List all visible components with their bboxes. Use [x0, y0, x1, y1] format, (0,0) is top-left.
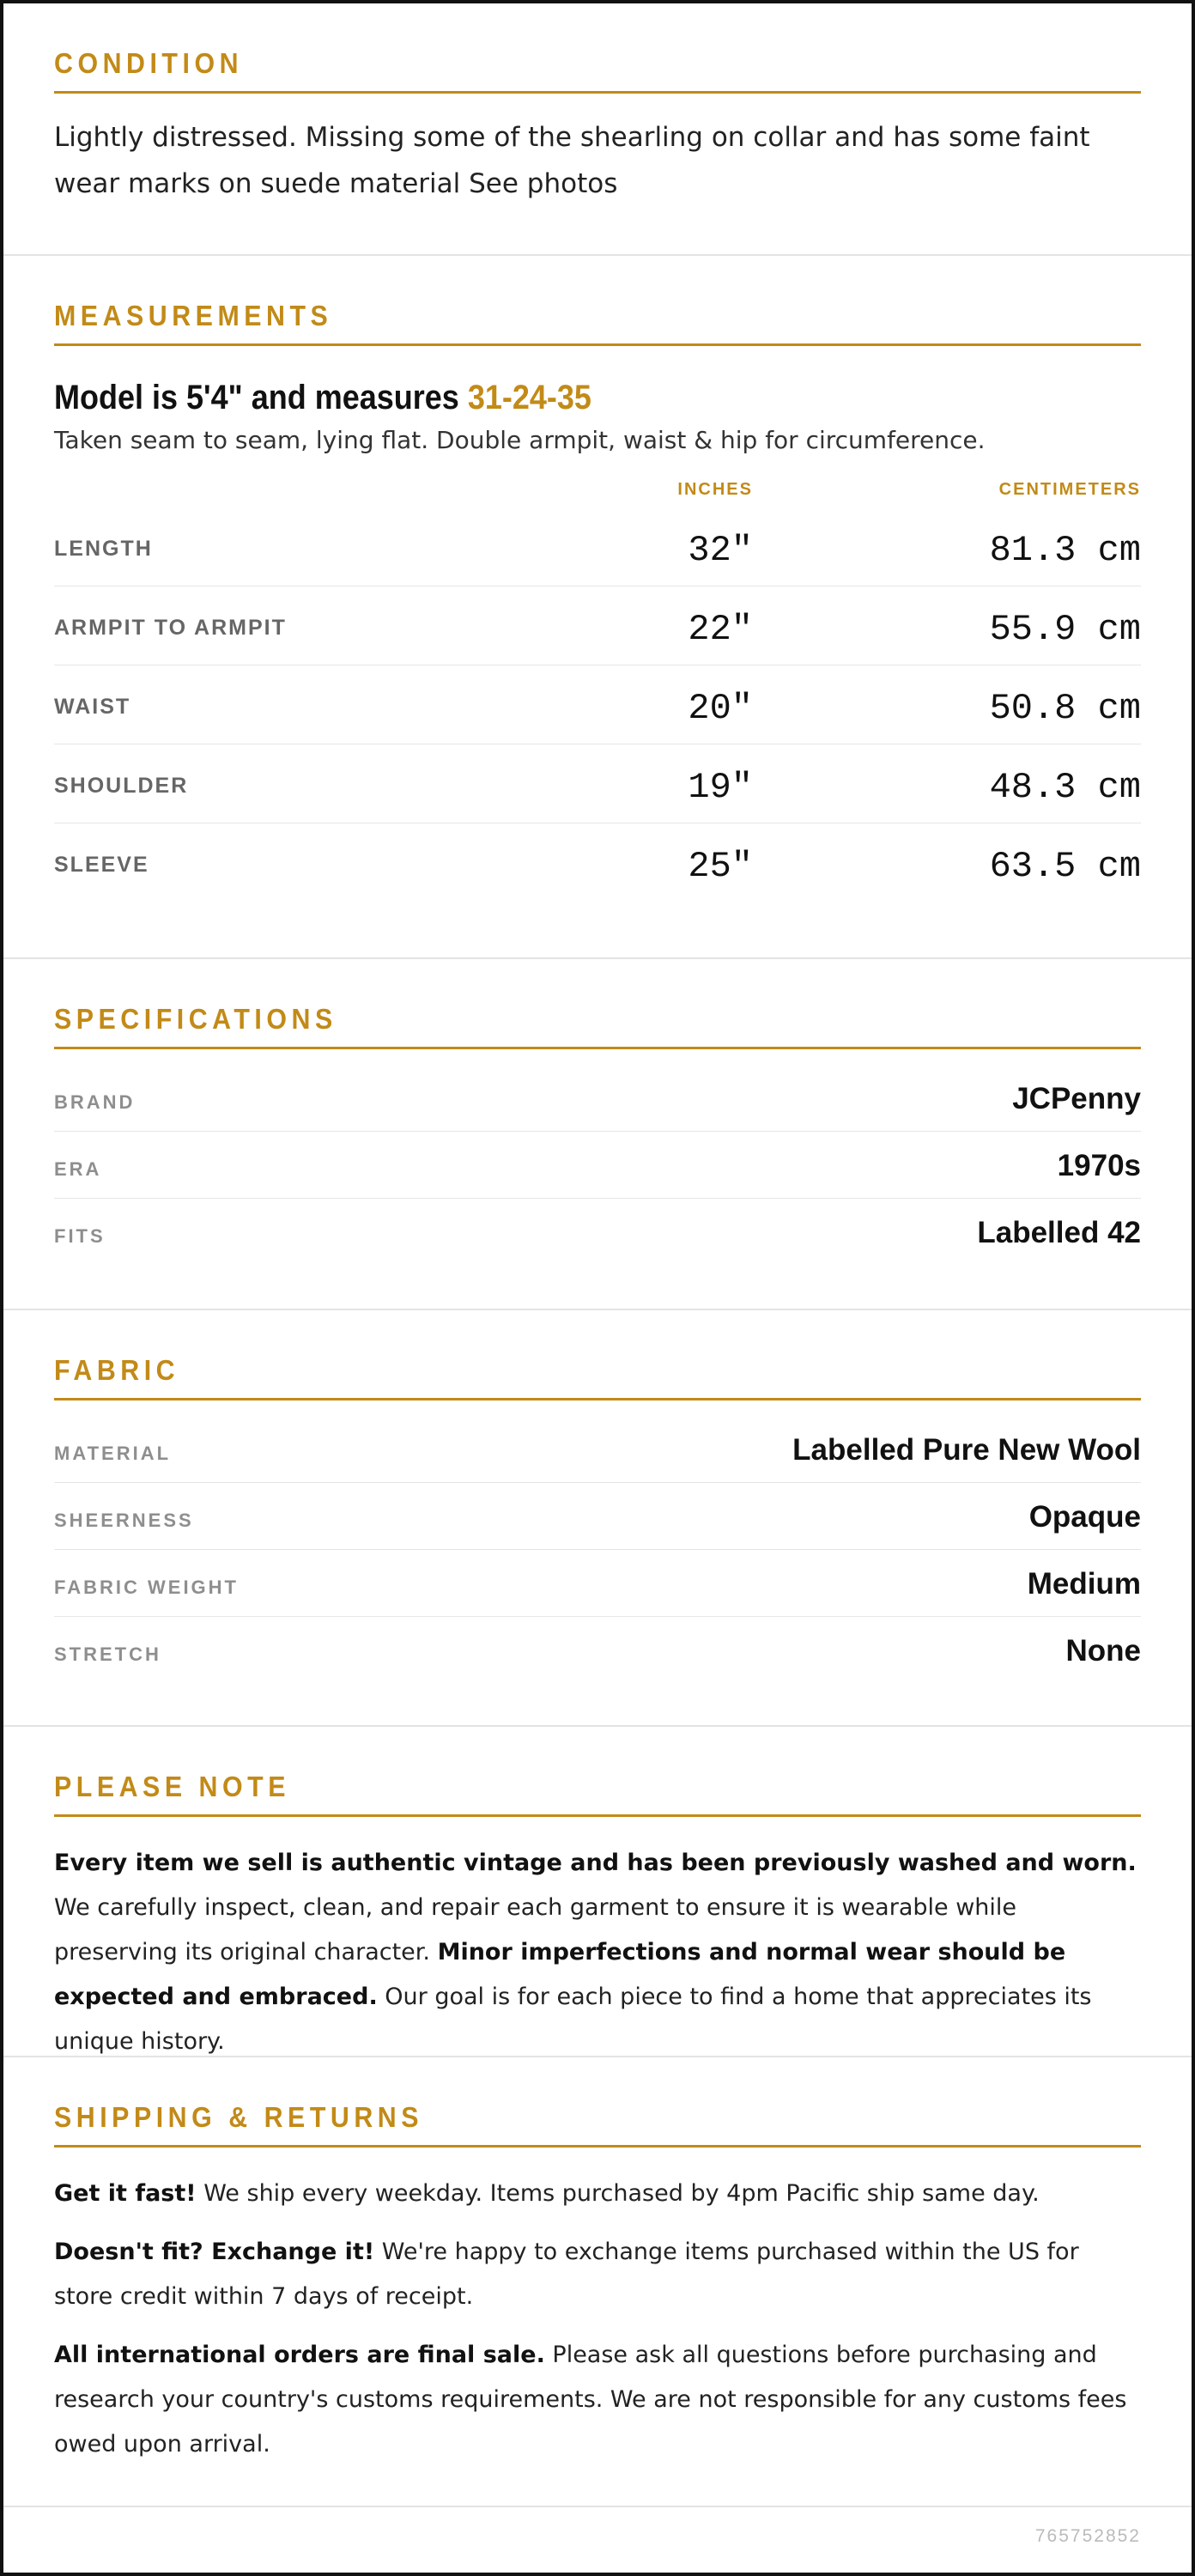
fabric-value: Medium: [1027, 1567, 1141, 1601]
fabric-label: SHEERNESS: [54, 1510, 194, 1531]
spec-row: [54, 1199, 1141, 1266]
specifications-section: [3, 959, 1192, 1310]
fabric-label: FABRIC WEIGHT: [54, 1577, 239, 1598]
exchange-bold: Doesn't fit? Exchange it!: [54, 2239, 375, 2265]
measurement-row: [54, 665, 1141, 744]
note-bold-2: Minor imperfections and normal wear should be expected and embraced.: [54, 1939, 1066, 2010]
fabric-list: [54, 1416, 1141, 1684]
spec-value: JCPenny: [1012, 1082, 1141, 1115]
measurement-column-headers: [54, 473, 1141, 507]
measurements-subtitle: Taken seam to seam, lying flat. Double armpit, waist & hip for circumference.: [54, 426, 986, 454]
fabric-row: [54, 1416, 1141, 1483]
specifications-heading: SPECIFICATIONS: [54, 1003, 337, 1035]
please-note-section: [3, 1727, 1192, 2057]
measurements-section: [3, 256, 1192, 959]
section-divider: [54, 1047, 1141, 1049]
measurement-label: LENGTH: [54, 537, 153, 561]
measurement-label: WAIST: [54, 695, 131, 719]
section-divider: [54, 2145, 1141, 2148]
fabric-heading: FABRIC: [54, 1354, 180, 1386]
spec-value: Labelled 42: [977, 1216, 1141, 1249]
spec-row: [54, 1132, 1141, 1199]
note-text-1: We carefully inspect, clean, and repair each garment to ensure it is wearable while preserving its original character.: [54, 1894, 1017, 1965]
please-note-heading: PLEASE NOTE: [54, 1771, 290, 1802]
condition-text: Lightly distressed. Missing some of the shearling on collar and has some faint wear marks on suede material See photos: [54, 122, 1090, 199]
spec-row: [54, 1065, 1141, 1132]
fabric-label: STRETCH: [54, 1643, 161, 1665]
section-divider: [54, 1814, 1141, 1817]
please-note-text: [54, 1841, 1141, 2064]
measurement-row: [54, 823, 1141, 902]
measurement-cm: 63.5 cm: [989, 846, 1141, 887]
measurements-heading: MEASUREMENTS: [54, 300, 333, 331]
measurement-row: [54, 586, 1141, 665]
measurement-inches: 25": [688, 846, 753, 887]
international-paragraph: [54, 2333, 1141, 2467]
shipping-text: We ship every weekday. Items purchased by 4pm Pacific ship same day.: [196, 2180, 1040, 2207]
measurement-table: [54, 507, 1141, 902]
note-bold-1: Every item we sell is authentic vintage and has been previously washed and worn.: [54, 1850, 1137, 1876]
spec-label: FITS: [54, 1225, 106, 1247]
measurement-cm: 55.9 cm: [989, 609, 1141, 650]
measurement-cm: 50.8 cm: [989, 688, 1141, 729]
fabric-value: Labelled Pure New Wool: [792, 1433, 1141, 1467]
inches-column-header: INCHES: [677, 480, 753, 499]
product-id: 765752852: [1034, 2526, 1141, 2546]
exchange-paragraph: [54, 2230, 1141, 2319]
fabric-row: [54, 1550, 1141, 1617]
fabric-section: [3, 1310, 1192, 1727]
spec-value: 1970s: [1057, 1149, 1141, 1182]
international-text: Please ask all questions before purchasing and research your country's customs requirements. We are not responsible for any customs fees owed upon arrival.: [54, 2342, 1127, 2458]
measurement-row: [54, 507, 1141, 586]
international-bold: All international orders are final sale.: [54, 2342, 545, 2368]
measurement-label: ARMPIT TO ARMPIT: [54, 616, 287, 640]
measurement-label: SHOULDER: [54, 774, 189, 798]
section-divider: [54, 91, 1141, 94]
section-divider: [54, 343, 1141, 346]
condition-section: [3, 3, 1192, 256]
spec-label: ERA: [54, 1158, 102, 1180]
measurement-row: [54, 744, 1141, 823]
shipping-bold: Get it fast!: [54, 2180, 197, 2207]
exchange-text: We're happy to exchange items purchased within the US for store credit within 7 days of receipt.: [54, 2239, 1079, 2310]
measurement-inches: 19": [688, 767, 753, 808]
shipping-returns-section: [3, 2057, 1192, 2507]
measurement-inches: 22": [688, 609, 753, 650]
shipping-returns-heading: SHIPPING & RETURNS: [54, 2101, 423, 2133]
measurement-inches: 32": [688, 530, 753, 571]
measurement-cm: 48.3 cm: [989, 767, 1141, 808]
measurement-cm: 81.3 cm: [989, 530, 1141, 571]
model-measurements: [54, 375, 1032, 420]
note-text-2: Our goal is for each piece to find a home that appreciates its unique history.: [54, 1984, 1092, 2055]
spec-label: BRAND: [54, 1091, 136, 1113]
measurement-inches: 20": [688, 688, 753, 729]
condition-heading: CONDITION: [54, 47, 244, 79]
fabric-row: [54, 1617, 1141, 1684]
fabric-row: [54, 1483, 1141, 1550]
model-measurements-value: 31-24-35: [467, 379, 591, 416]
fabric-value: Opaque: [1028, 1500, 1141, 1534]
centimeters-column-header: CENTIMETERS: [998, 480, 1141, 499]
fabric-value: None: [1065, 1634, 1141, 1668]
specifications-list: [54, 1065, 1141, 1266]
measurement-label: SLEEVE: [54, 853, 149, 877]
model-measurements-prefix: Model is 5'4" and measures: [54, 379, 468, 416]
shipping-paragraph: [54, 2172, 1141, 2216]
section-divider: [54, 1398, 1141, 1400]
fabric-label: MATERIAL: [54, 1443, 172, 1464]
